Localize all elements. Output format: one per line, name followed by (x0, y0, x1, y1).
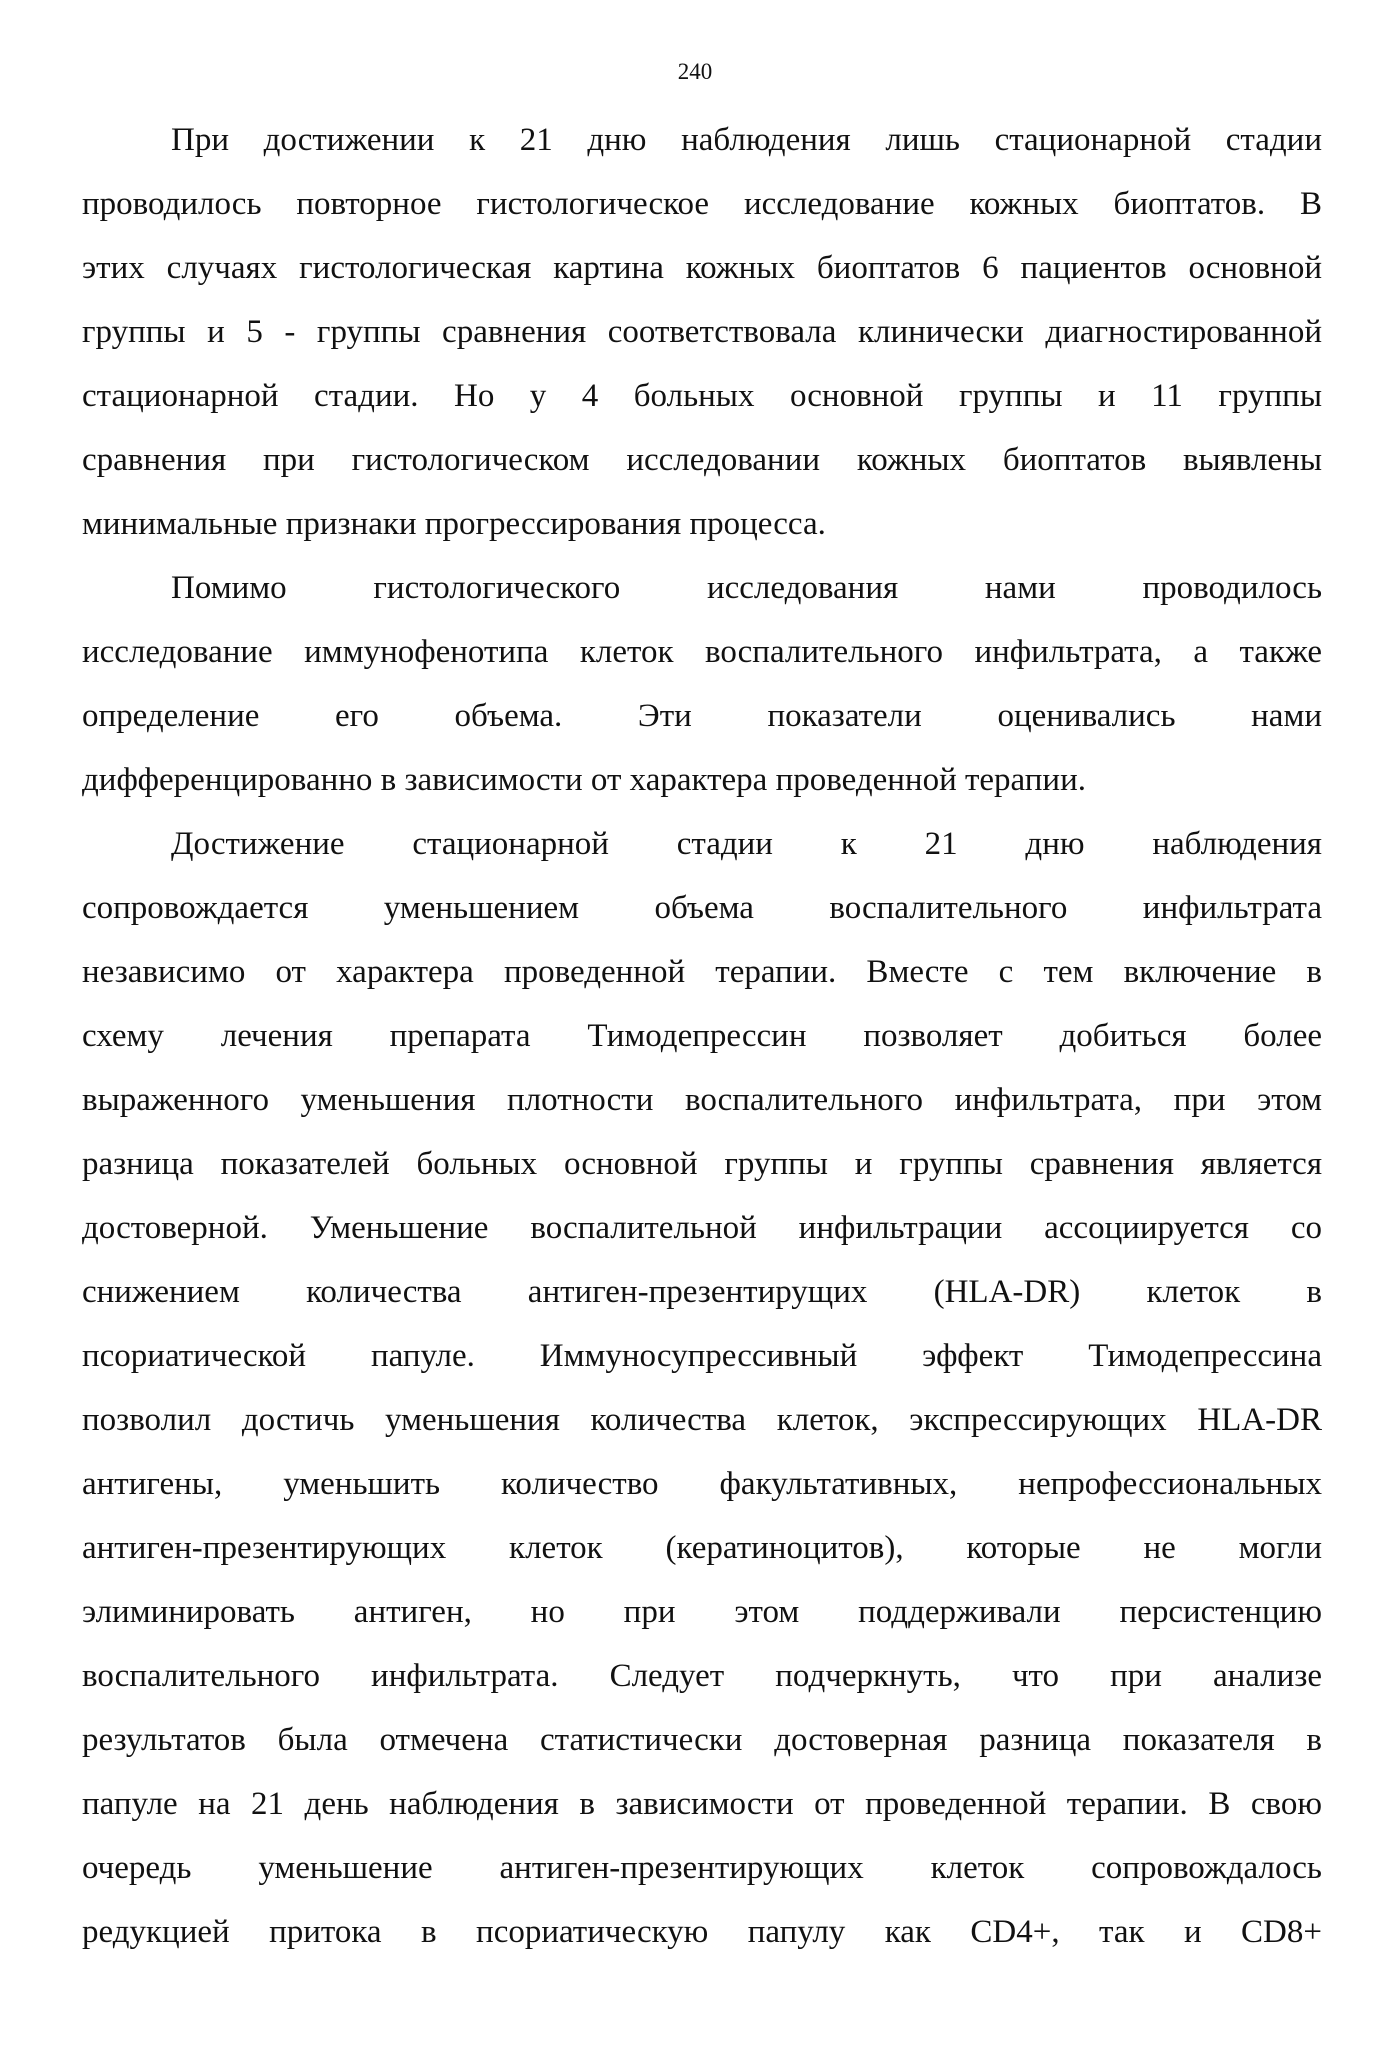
text-line: сравнения при гистологическом исследовании кожных биоптатов выявлены (82, 442, 1322, 478)
paragraph-1 (82, 108, 1322, 556)
text-line: выраженного уменьшения плотности воспалительного инфильтрата, при этом (82, 1082, 1322, 1118)
paragraph-2 (82, 556, 1322, 812)
text-line: дифференцированно в зависимости от характера проведенной терапии. (82, 762, 1087, 798)
page-number: 240 (677, 59, 713, 84)
text-line: редукцией притока в псориатическую папулу как CD4+, так и CD8+ (82, 1914, 1322, 1950)
text-line: независимо от характера проведенной терапии. Вместе с тем включение в (82, 954, 1322, 990)
text-line: Достижение стационарной стадии к 21 дню наблюдения (171, 826, 1322, 862)
text-line: воспалительного инфильтрата. Следует подчеркнуть, что при анализе (82, 1658, 1322, 1694)
text-line: результатов была отмечена статистически достоверная разница показателя в (82, 1722, 1322, 1758)
document-body (82, 108, 1322, 1964)
text-line: антигены, уменьшить количество факультативных, непрофессиональных (82, 1466, 1322, 1502)
text-line: При достижении к 21 дню наблюдения лишь стационарной стадии (171, 122, 1322, 158)
text-line: схему лечения препарата Тимодепрессин позволяет добиться более (82, 1018, 1322, 1054)
text-line: папуле на 21 день наблюдения в зависимости от проведенной терапии. В свою (82, 1786, 1322, 1822)
text-line: псориатической папуле. Иммуносупрессивный эффект Тимодепрессина (82, 1338, 1322, 1374)
text-line: достоверной. Уменьшение воспалительной инфильтрации ассоциируется со (82, 1210, 1322, 1246)
text-line: очередь уменьшение антиген-презентирующих клеток сопровождалось (82, 1850, 1322, 1886)
text-line: минимальные признаки прогрессирования процесса. (82, 506, 826, 542)
text-line: определение его объема. Эти показатели оценивались нами (82, 698, 1322, 734)
text-line: этих случаях гистологическая картина кожных биоптатов 6 пациентов основной (82, 250, 1322, 286)
text-line: исследование иммунофенотипа клеток воспалительного инфильтрата, а также (82, 634, 1322, 670)
text-line: разница показателей больных основной группы и группы сравнения является (82, 1146, 1322, 1182)
text-line: Помимо гистологического исследования нами проводилось (171, 570, 1322, 606)
text-line: сопровождается уменьшением объема воспалительного инфильтрата (82, 890, 1322, 926)
text-line: проводилось повторное гистологическое исследование кожных биоптатов. В (82, 186, 1322, 222)
text-line: стационарной стадии. Но у 4 больных основной группы и 11 группы (82, 378, 1322, 414)
text-line: снижением количества антиген-презентирущих (HLA-DR) клеток в (82, 1274, 1322, 1310)
text-line: группы и 5 - группы сравнения соответствовала клинически диагностированной (82, 314, 1322, 350)
text-line: антиген-презентирующих клеток (кератиноцитов), которые не могли (82, 1530, 1322, 1566)
text-line: позволил достичь уменьшения количества клеток, экспрессирующих HLA-DR (82, 1402, 1322, 1438)
text-line: элиминировать антиген, но при этом поддерживали персистенцию (82, 1594, 1322, 1630)
paragraph-3 (82, 812, 1322, 1964)
